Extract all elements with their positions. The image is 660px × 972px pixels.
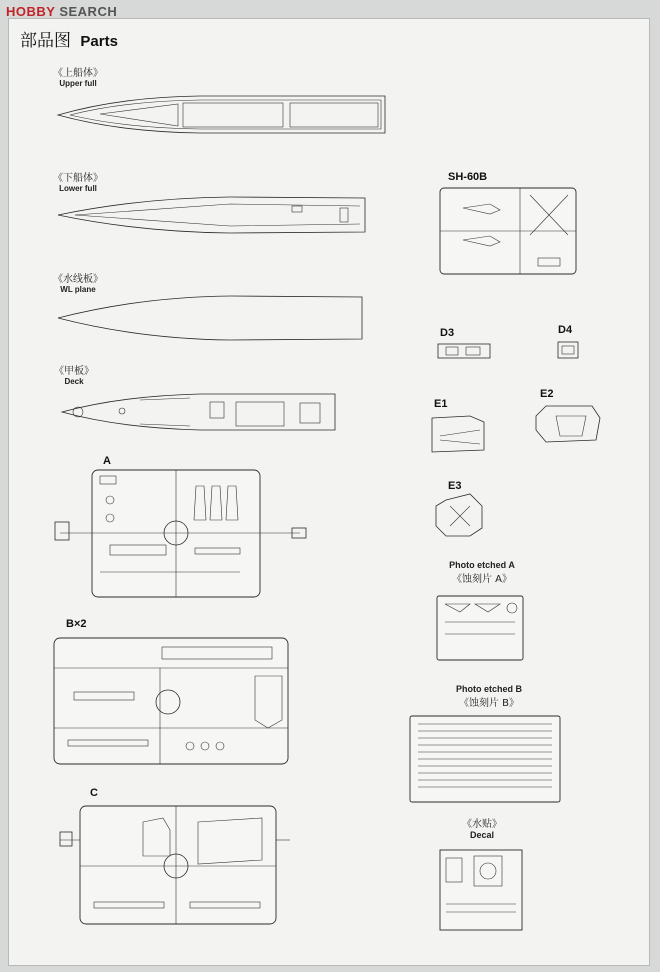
deck-part [62,394,335,430]
photo-etched-a-label [430,560,534,585]
sprue-c-label: C [90,787,98,799]
lower-hull-cn: 《下船体》 [53,173,103,184]
lower-hull-en: Lower full [59,184,97,193]
sh60b-label: SH-60B [448,171,488,183]
sprue-b-label: B×2 [66,618,87,630]
photo-etched-a-en: Photo etched A [449,560,515,570]
e2-label: E2 [540,388,554,400]
wl-plane-cn: 《水线板》 [53,274,103,285]
upper-hull-part [58,96,385,133]
sprue-c [60,806,290,924]
deck-cn: 《甲板》 [54,366,94,377]
d4-label: D4 [558,324,573,336]
upper-hull-cn: 《上船体》 [53,68,103,79]
wl-plane-part [58,296,362,340]
wl-plane-en: WL plane [60,285,96,294]
decal-label [452,815,512,840]
photo-etched-a-fret [437,596,523,660]
e3-label: E3 [448,480,462,492]
photo-etched-b-label [434,684,544,709]
d4-part [558,342,578,358]
page-title-cn: 部品图 [20,31,71,51]
e2-part [536,406,600,442]
photo-etched-b-en: Photo etched B [455,684,522,694]
d3-label: D3 [440,327,455,339]
sprue-b [54,638,288,764]
photo-etched-a-cn: 《蚀刻片 A》 [451,574,513,585]
sprue-a [55,470,306,597]
decal-en: Decal [469,830,495,840]
watermark-text: SEARCH [55,4,118,19]
deck-en: Deck [64,377,84,386]
sh60b-sprue [440,188,576,274]
page-title-en: Parts [80,33,118,50]
decal-sheet [440,850,522,930]
e1-label: E1 [434,398,448,410]
e3-part [436,494,482,536]
upper-hull-en: Upper full [59,79,97,88]
photo-etched-b-cn: 《蚀刻片 B》 [458,698,520,709]
photo-etched-b-fret [410,716,560,802]
lower-hull-part [58,197,365,233]
decal-cn: 《水贴》 [462,819,502,830]
sprue-a-label: A [103,455,111,467]
watermark-logo: HOBBY [6,4,56,19]
e1-part [432,416,484,452]
